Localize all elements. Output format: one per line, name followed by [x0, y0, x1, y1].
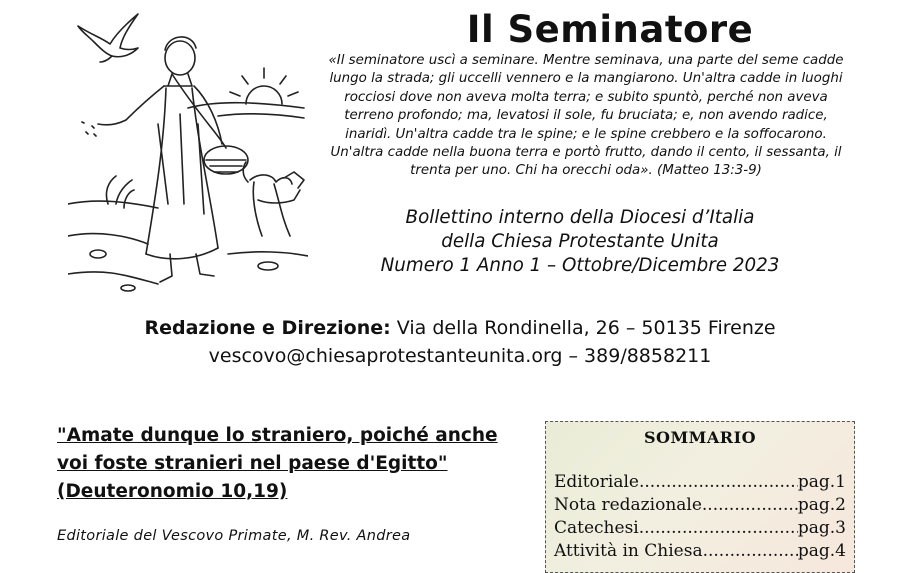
toc-entry[interactable]: [554, 517, 846, 540]
bulletin-line: della Chiesa Protestante Unita: [441, 231, 719, 252]
quote-line: trenta per uno. Chi ha orecchi oda». (Matteo 13:3-9): [410, 163, 762, 179]
quote-line: «Il seminatore uscì a seminare. Mentre seminava, una parte del seme cadde: [328, 53, 844, 68]
quote-line: Un'altra cadde nella buona terra e portò frutto, dando il cento, il sessanta, il: [330, 145, 842, 161]
quote-line: lungo la strada; gli uccelli vennero e la mangiarono. Un'altra cadde in luoghi: [329, 71, 843, 87]
toc-list: [554, 471, 846, 563]
sower-figure: [82, 37, 248, 282]
scripture-quote: [308, 52, 864, 181]
toc-entry-page: pag.2: [797, 495, 846, 515]
toc-heading: SOMMARIO: [643, 428, 757, 447]
table-of-contents: [545, 421, 855, 573]
article-title-line: voi foste stranieri nel paese d'Egitto": [57, 453, 448, 474]
editorial-office-address: Via della Rondinella, 26 – 50135 Firenze: [390, 317, 776, 339]
quote-line: rocciosi dove non aveva molta terra; e subito spuntò, perché non aveva: [344, 89, 828, 105]
toc-leader: [639, 517, 798, 540]
toc-entry[interactable]: [554, 471, 846, 494]
editorial-office-label: Redazione e Direzione:: [144, 317, 391, 339]
editorial-office: [80, 314, 840, 370]
toc-entry-page: pag.4: [797, 541, 846, 561]
newsletter-title: Il Seminatore: [466, 8, 754, 51]
toc-entry-label: Attività in Chiesa: [554, 541, 703, 561]
article-title: [57, 422, 537, 506]
dog-icon: [243, 162, 304, 236]
quote-line: terreno profondo; ma, levatosi il sole, fu bruciata; e, non avendo radice,: [344, 108, 828, 124]
quote-line: inaridì. Un'altra cadde tra le spine; e le spine crebbero e la soffocarono.: [345, 126, 827, 142]
toc-leader: [702, 494, 798, 517]
article-byline: Editoriale del Vescovo Primate, M. Rev. Andrea: [57, 528, 411, 544]
toc-entry-label: Catechesi: [554, 518, 639, 538]
article-title-line: "Amate dunque lo straniero, poiché anche: [57, 425, 498, 446]
toc-entry-page: pag.1: [797, 472, 846, 492]
toc-entry-label: Editoriale: [554, 472, 639, 492]
toc-entry-page: pag.3: [797, 518, 846, 538]
editorial-office-contact: vescovo@chiesaprotestanteunita.org – 389/8858211: [208, 345, 712, 367]
article-title-line: (Deuteronomio 10,19): [57, 481, 288, 502]
toc-entry[interactable]: [554, 494, 846, 517]
bulletin-info: [340, 206, 820, 278]
bird-icon: [78, 14, 138, 62]
toc-leader: [639, 471, 798, 494]
issue-info: Numero 1 Anno 1 – Ottobre/Dicembre 2023: [380, 255, 780, 276]
toc-entry-label: Nota redazionale: [554, 495, 702, 515]
bulletin-line: Bollettino interno della Diocesi d’Italia: [405, 207, 755, 228]
sun-icon: [230, 68, 298, 104]
sower-illustration: [68, 4, 308, 296]
